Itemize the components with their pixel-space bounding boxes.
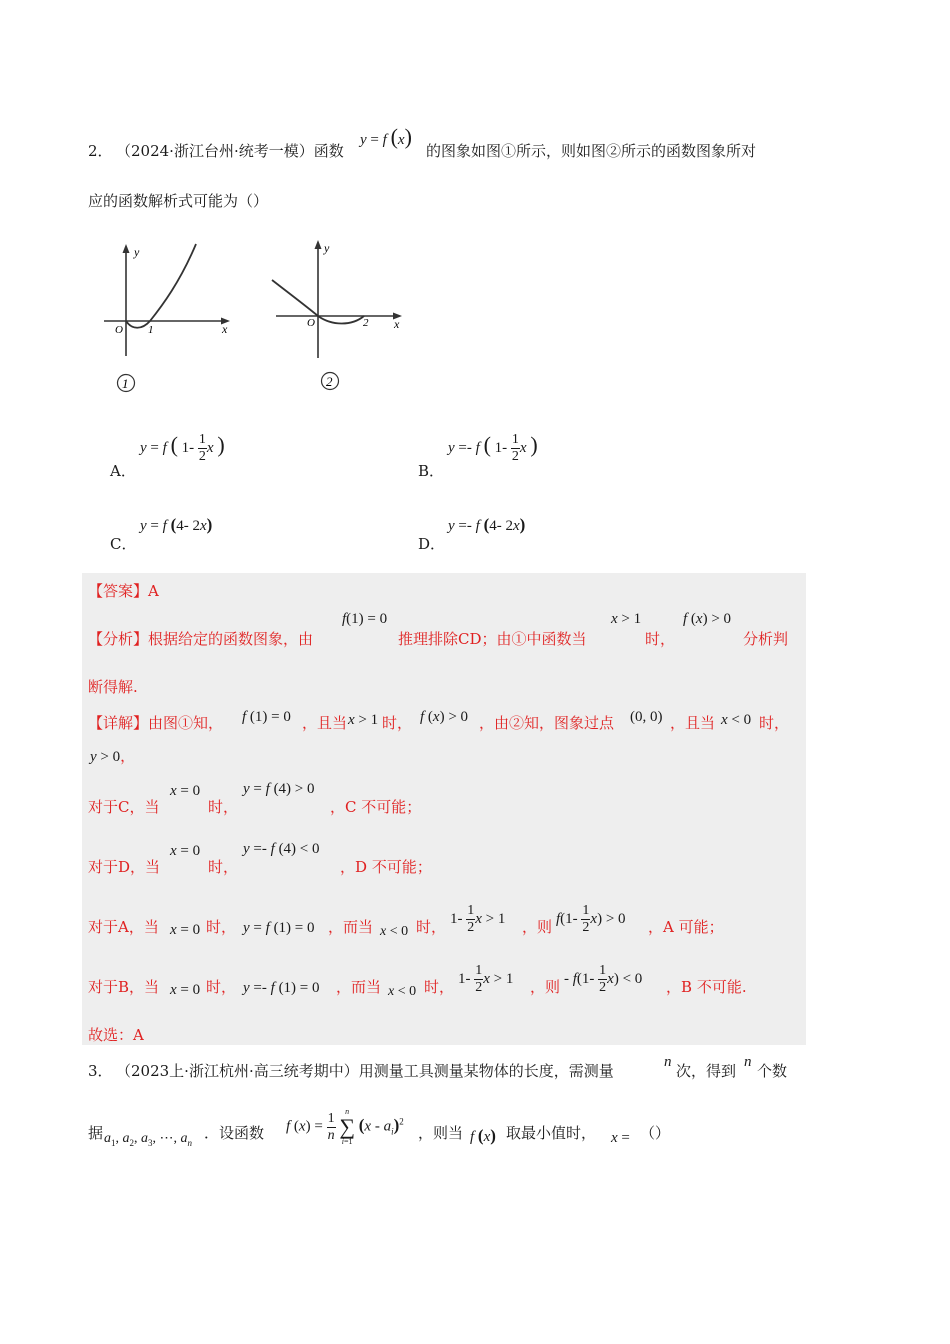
- detail-text-6: 时，: [759, 714, 790, 732]
- q3-n-1: n: [664, 1054, 672, 1070]
- q3-text-4: 据: [88, 1124, 104, 1142]
- option-d-formula: y =- f (4- 2x): [448, 515, 526, 534]
- option-b-formula: y =- f ( 1- $\frac{1}{2}$ x ): [448, 432, 538, 465]
- case-c-lead: 对于C，当: [88, 798, 160, 816]
- q3-fx: f (x): [470, 1126, 496, 1145]
- option-b-letter: B．: [418, 462, 445, 480]
- case-a-x-lt-0: x < 0: [380, 924, 409, 939]
- detail-text-2: ，且当: [302, 714, 348, 732]
- case-c-x-eq-0: x = 0: [170, 783, 201, 799]
- q3-sequence: $a_1$, $a_2$, $a_3$, ⋯, $a_n$: [104, 1131, 192, 1148]
- case-d-lead: 对于D，当: [88, 858, 161, 876]
- detail-text-3: 时，: [382, 714, 413, 732]
- case-a-then: ，则: [522, 918, 553, 936]
- q3-text-5: ．设函数: [204, 1124, 265, 1142]
- detail-point-origin: (0, 0): [630, 709, 663, 725]
- fig1-caption-digit: 1: [122, 376, 129, 391]
- q3-source: （2023上·浙江杭州·高三统考期中）用测量工具测量某物体的长度，需测量: [116, 1062, 614, 1080]
- analysis-text-3: 时，: [645, 630, 676, 648]
- case-b-while: ，而当: [336, 978, 382, 996]
- q3-function-def: f (x) = $\frac{1}{n}$ n ∑ i=1 $(x - a_i)^2$: [286, 1107, 404, 1146]
- case-d-formula: y =- f (4) < 0: [243, 841, 320, 857]
- q3-text-7: 取最小值时，: [506, 1124, 597, 1142]
- case-b-x-lt-0: x < 0: [388, 984, 417, 999]
- analysis-line-1: [88, 628, 313, 649]
- case-b-then: ，则: [530, 978, 561, 996]
- fig1-y-arrow: [123, 244, 130, 253]
- detail-fx-gt-0: f (x) > 0: [420, 709, 469, 725]
- q3-blank: （）: [640, 1124, 671, 1142]
- option-d-letter: D．: [418, 535, 446, 553]
- fig2-label-y: y: [324, 241, 330, 255]
- case-a-time: 时，: [206, 918, 237, 936]
- detail-line-1: 【详解】由图①知，: [88, 714, 224, 732]
- case-c-formula: y = f (4) > 0: [243, 781, 315, 797]
- analysis-text-1: 根据给定的函数图象，由: [148, 630, 314, 648]
- analysis-x-gt-1: x > 1: [611, 611, 642, 627]
- detail-text-4: ，由②知，图象过点: [479, 714, 615, 732]
- case-b-time: 时，: [206, 978, 237, 996]
- analysis-fx-gt-0: f (x) > 0: [683, 611, 732, 627]
- fig2-caption-digit: 2: [326, 374, 333, 389]
- case-a-ineq: 1- $\frac{1}{2}$ x > 1: [450, 903, 506, 935]
- fig1-label-origin: O: [115, 324, 123, 336]
- detail-text-5: ，且当: [670, 714, 716, 732]
- q2-func-yfx: y = f (x): [360, 124, 412, 149]
- case-d-verdict: ，D 不可能；: [340, 858, 432, 876]
- q3-n-2: n: [744, 1054, 752, 1070]
- detail-x-lt-0: x < 0: [721, 712, 752, 728]
- fig1-label-one: 1: [148, 324, 154, 336]
- q3-x-eq: x =: [611, 1130, 630, 1146]
- case-b-verdict: ，B 不可能.: [666, 978, 747, 996]
- fig1-label-x: x: [222, 322, 228, 336]
- q2-stem-line2: 应的函数解析式可能为（）: [88, 192, 269, 210]
- option-c-formula: y = f (4- 2x): [140, 515, 213, 534]
- option-c-letter: C．: [110, 535, 137, 553]
- analysis-label: 【分析】: [88, 630, 149, 648]
- case-a-f1: y = f (1) = 0: [243, 920, 315, 936]
- q2-stem-mid: 的图象如图①所示，则如图②所示的函数图象所对: [426, 142, 757, 160]
- q3-text-6: ，则当: [418, 1124, 464, 1142]
- option-a-formula: y = f ( 1- $\frac{1}{2}$ x ): [140, 432, 225, 465]
- case-a-x-eq-0: x = 0: [170, 922, 201, 938]
- answer-label: 【答案】: [88, 582, 149, 600]
- analysis-f1-eq-0: f(1) = 0: [342, 611, 388, 627]
- fig2-y-arrow: [315, 240, 322, 249]
- case-a-result: f(1- $\frac{1}{2}$ x) > 0: [556, 903, 626, 935]
- case-b-f1: y =- f (1) = 0: [243, 980, 320, 996]
- q2-source: （2024·浙江台州·统考一模）函数: [116, 142, 344, 160]
- q2-number: 2．: [88, 142, 113, 160]
- analysis-text-2: 推理排除CD；由①中函数当: [398, 630, 587, 648]
- q3-number: 3．: [88, 1062, 113, 1080]
- case-b-ineq: 1- $\frac{1}{2}$ x > 1: [458, 963, 514, 995]
- fig2-label-x: x: [394, 317, 400, 331]
- case-b-time-2: 时，: [424, 978, 455, 996]
- answer-line: [88, 580, 159, 601]
- case-d-x-eq-0: x = 0: [170, 843, 201, 859]
- conclusion: 故选：A: [88, 1026, 144, 1044]
- fig2-label-origin: O: [307, 317, 315, 329]
- fig2-label-two: 2: [363, 317, 369, 329]
- analysis-text-5: 断得解.: [88, 678, 138, 696]
- case-c-time: 时，: [208, 798, 239, 816]
- fig1-label-y: y: [134, 245, 140, 259]
- case-b-x-eq-0: x = 0: [170, 982, 201, 998]
- case-b-result: - f(1- $\frac{1}{2}$ x) < 0: [564, 963, 643, 995]
- case-d-time: 时，: [208, 858, 239, 876]
- q3-text-2: 次，得到: [676, 1062, 737, 1080]
- detail-label: 【详解】: [88, 714, 149, 732]
- detail-x-gt-1: x > 1: [348, 712, 379, 728]
- option-a-letter: A．: [110, 462, 136, 480]
- case-a-while: ，而当: [328, 918, 374, 936]
- answer-value: A: [148, 582, 159, 600]
- detail-y-gt-0: y > 0，: [90, 749, 136, 765]
- case-a-lead: 对于A，当: [88, 918, 159, 936]
- analysis-text-4: 分析判: [743, 630, 789, 648]
- q3-text-3: 个数: [757, 1062, 788, 1080]
- detail-f1-eq-0: f (1) = 0: [242, 709, 291, 725]
- case-a-time-2: 时，: [416, 918, 447, 936]
- figure-2: [266, 238, 416, 398]
- case-a-verdict: ，A 可能；: [648, 918, 724, 936]
- case-b-lead: 对于B，当: [88, 978, 160, 996]
- figure-1: [96, 240, 246, 400]
- case-c-verdict: ，C 不可能；: [330, 798, 422, 816]
